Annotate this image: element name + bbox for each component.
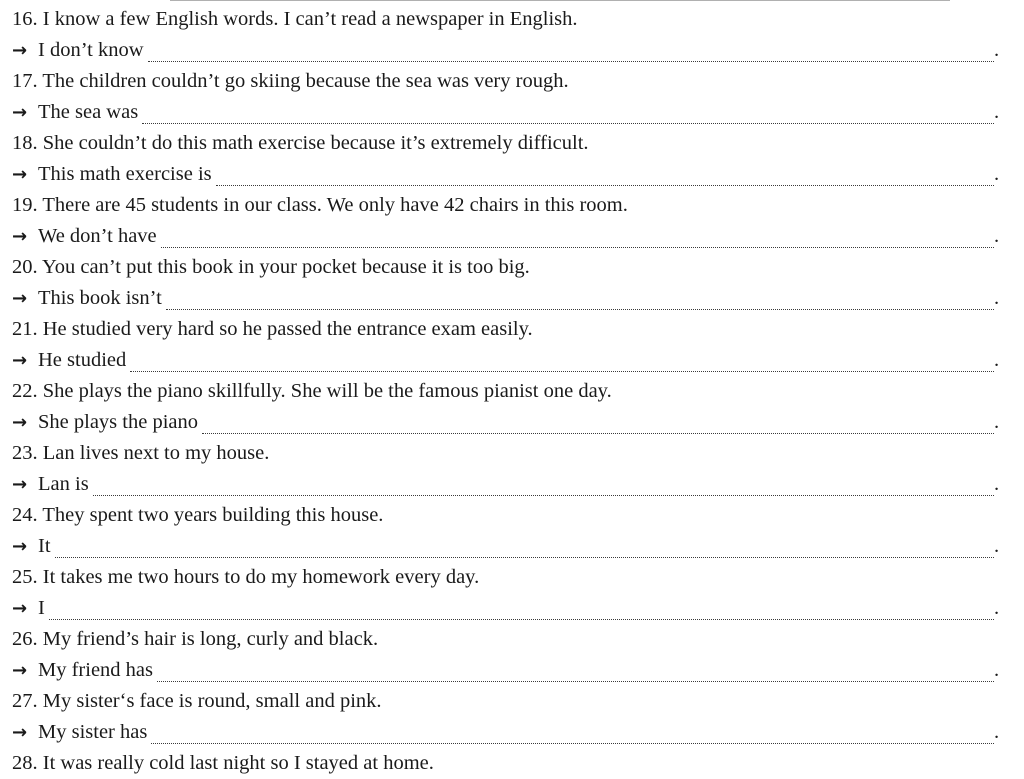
exercise-27 xyxy=(12,686,1002,748)
end-period: . xyxy=(994,411,1000,433)
answer-line xyxy=(12,221,1002,252)
arrow-icon: → xyxy=(12,164,28,185)
question-text: 24. They spent two years building this house. xyxy=(12,504,384,526)
exercise-22 xyxy=(12,376,1002,438)
end-period: . xyxy=(994,535,1000,557)
answer-line xyxy=(12,531,1002,562)
answer-stem: I xyxy=(38,597,45,619)
answer-blank[interactable] xyxy=(148,45,994,62)
answer-line xyxy=(12,345,1002,376)
answer-blank[interactable] xyxy=(161,231,994,248)
exercise-20 xyxy=(12,252,1002,314)
arrow-icon: → xyxy=(12,102,28,123)
end-period: . xyxy=(994,473,1000,495)
end-period: . xyxy=(994,287,1000,309)
answer-line xyxy=(12,97,1002,128)
question-text: 19. There are 45 students in our class. We only have 42 chairs in this room. xyxy=(12,194,628,216)
question-text: 27. My sister‘s face is round, small and pink. xyxy=(12,690,382,712)
arrow-icon: → xyxy=(12,40,28,61)
answer-line xyxy=(12,655,1002,686)
exercise-26 xyxy=(12,624,1002,686)
question-text: 21. He studied very hard so he passed the entrance exam easily. xyxy=(12,318,533,340)
arrow-icon: → xyxy=(12,288,28,309)
answer-line xyxy=(12,593,1002,624)
answer-stem: The sea was xyxy=(38,101,139,123)
question-text: 26. My friend’s hair is long, curly and black. xyxy=(12,628,379,650)
arrow-icon: → xyxy=(12,474,28,495)
end-period: . xyxy=(994,39,1000,61)
answer-line xyxy=(12,283,1002,314)
question-text: 25. It takes me two hours to do my homework every day. xyxy=(12,566,480,588)
answer-line xyxy=(12,469,1002,500)
answer-stem: We don’t have xyxy=(38,225,157,247)
arrow-icon: → xyxy=(12,226,28,247)
answer-blank[interactable] xyxy=(93,479,994,496)
answer-stem: He studied xyxy=(38,349,127,371)
end-period: . xyxy=(994,659,1000,681)
exercise-21 xyxy=(12,314,1002,376)
exercise-16 xyxy=(12,4,1002,66)
exercise-24 xyxy=(12,500,1002,562)
end-period: . xyxy=(994,163,1000,185)
answer-line xyxy=(12,35,1002,66)
answer-line xyxy=(12,717,1002,748)
answer-blank[interactable] xyxy=(202,417,994,434)
answer-stem: I don’t know xyxy=(38,39,144,61)
answer-blank[interactable] xyxy=(55,541,994,558)
answer-stem: She plays the piano xyxy=(38,411,198,433)
exercise-25 xyxy=(12,562,1002,624)
arrow-icon: → xyxy=(12,350,28,371)
arrow-icon: → xyxy=(12,722,28,743)
end-period: . xyxy=(994,721,1000,743)
question-text: 17. The children couldn’t go skiing because the sea was very rough. xyxy=(12,70,569,92)
answer-stem: My sister has xyxy=(38,721,148,743)
answer-blank[interactable] xyxy=(157,665,994,682)
arrow-icon: → xyxy=(12,598,28,619)
arrow-icon: → xyxy=(12,412,28,433)
question-text: 18. She couldn’t do this math exercise because it’s extremely difficult. xyxy=(12,132,589,154)
exercise-23 xyxy=(12,438,1002,500)
end-period: . xyxy=(994,101,1000,123)
answer-blank[interactable] xyxy=(142,107,994,124)
exercise-19 xyxy=(12,190,1002,252)
question-text: 22. She plays the piano skillfully. She will be the famous pianist one day. xyxy=(12,380,612,402)
top-divider xyxy=(170,0,950,1)
exercise-18 xyxy=(12,128,1002,190)
end-period: . xyxy=(994,349,1000,371)
cut-off-question: 28. It was really cold last night so I stayed at home. xyxy=(12,752,434,774)
answer-blank[interactable] xyxy=(151,727,994,744)
answer-blank[interactable] xyxy=(216,169,994,186)
exercise-17 xyxy=(12,66,1002,128)
answer-stem: My friend has xyxy=(38,659,154,681)
question-text: 23. Lan lives next to my house. xyxy=(12,442,270,464)
arrow-icon: → xyxy=(12,660,28,681)
answer-stem: This book isn’t xyxy=(38,287,162,309)
answer-blank[interactable] xyxy=(130,355,994,372)
answer-stem: This math exercise is xyxy=(38,163,212,185)
answer-blank[interactable] xyxy=(166,293,994,310)
answer-blank[interactable] xyxy=(49,603,994,620)
answer-stem: Lan is xyxy=(38,473,89,495)
end-period: . xyxy=(994,597,1000,619)
answer-line xyxy=(12,159,1002,190)
answer-line xyxy=(12,407,1002,438)
question-text: 20. You can’t put this book in your pocket because it is too big. xyxy=(12,256,530,278)
end-period: . xyxy=(994,225,1000,247)
question-text: 16. I know a few English words. I can’t read a newspaper in English. xyxy=(12,8,578,30)
arrow-icon: → xyxy=(12,536,28,557)
answer-stem: It xyxy=(38,535,51,557)
